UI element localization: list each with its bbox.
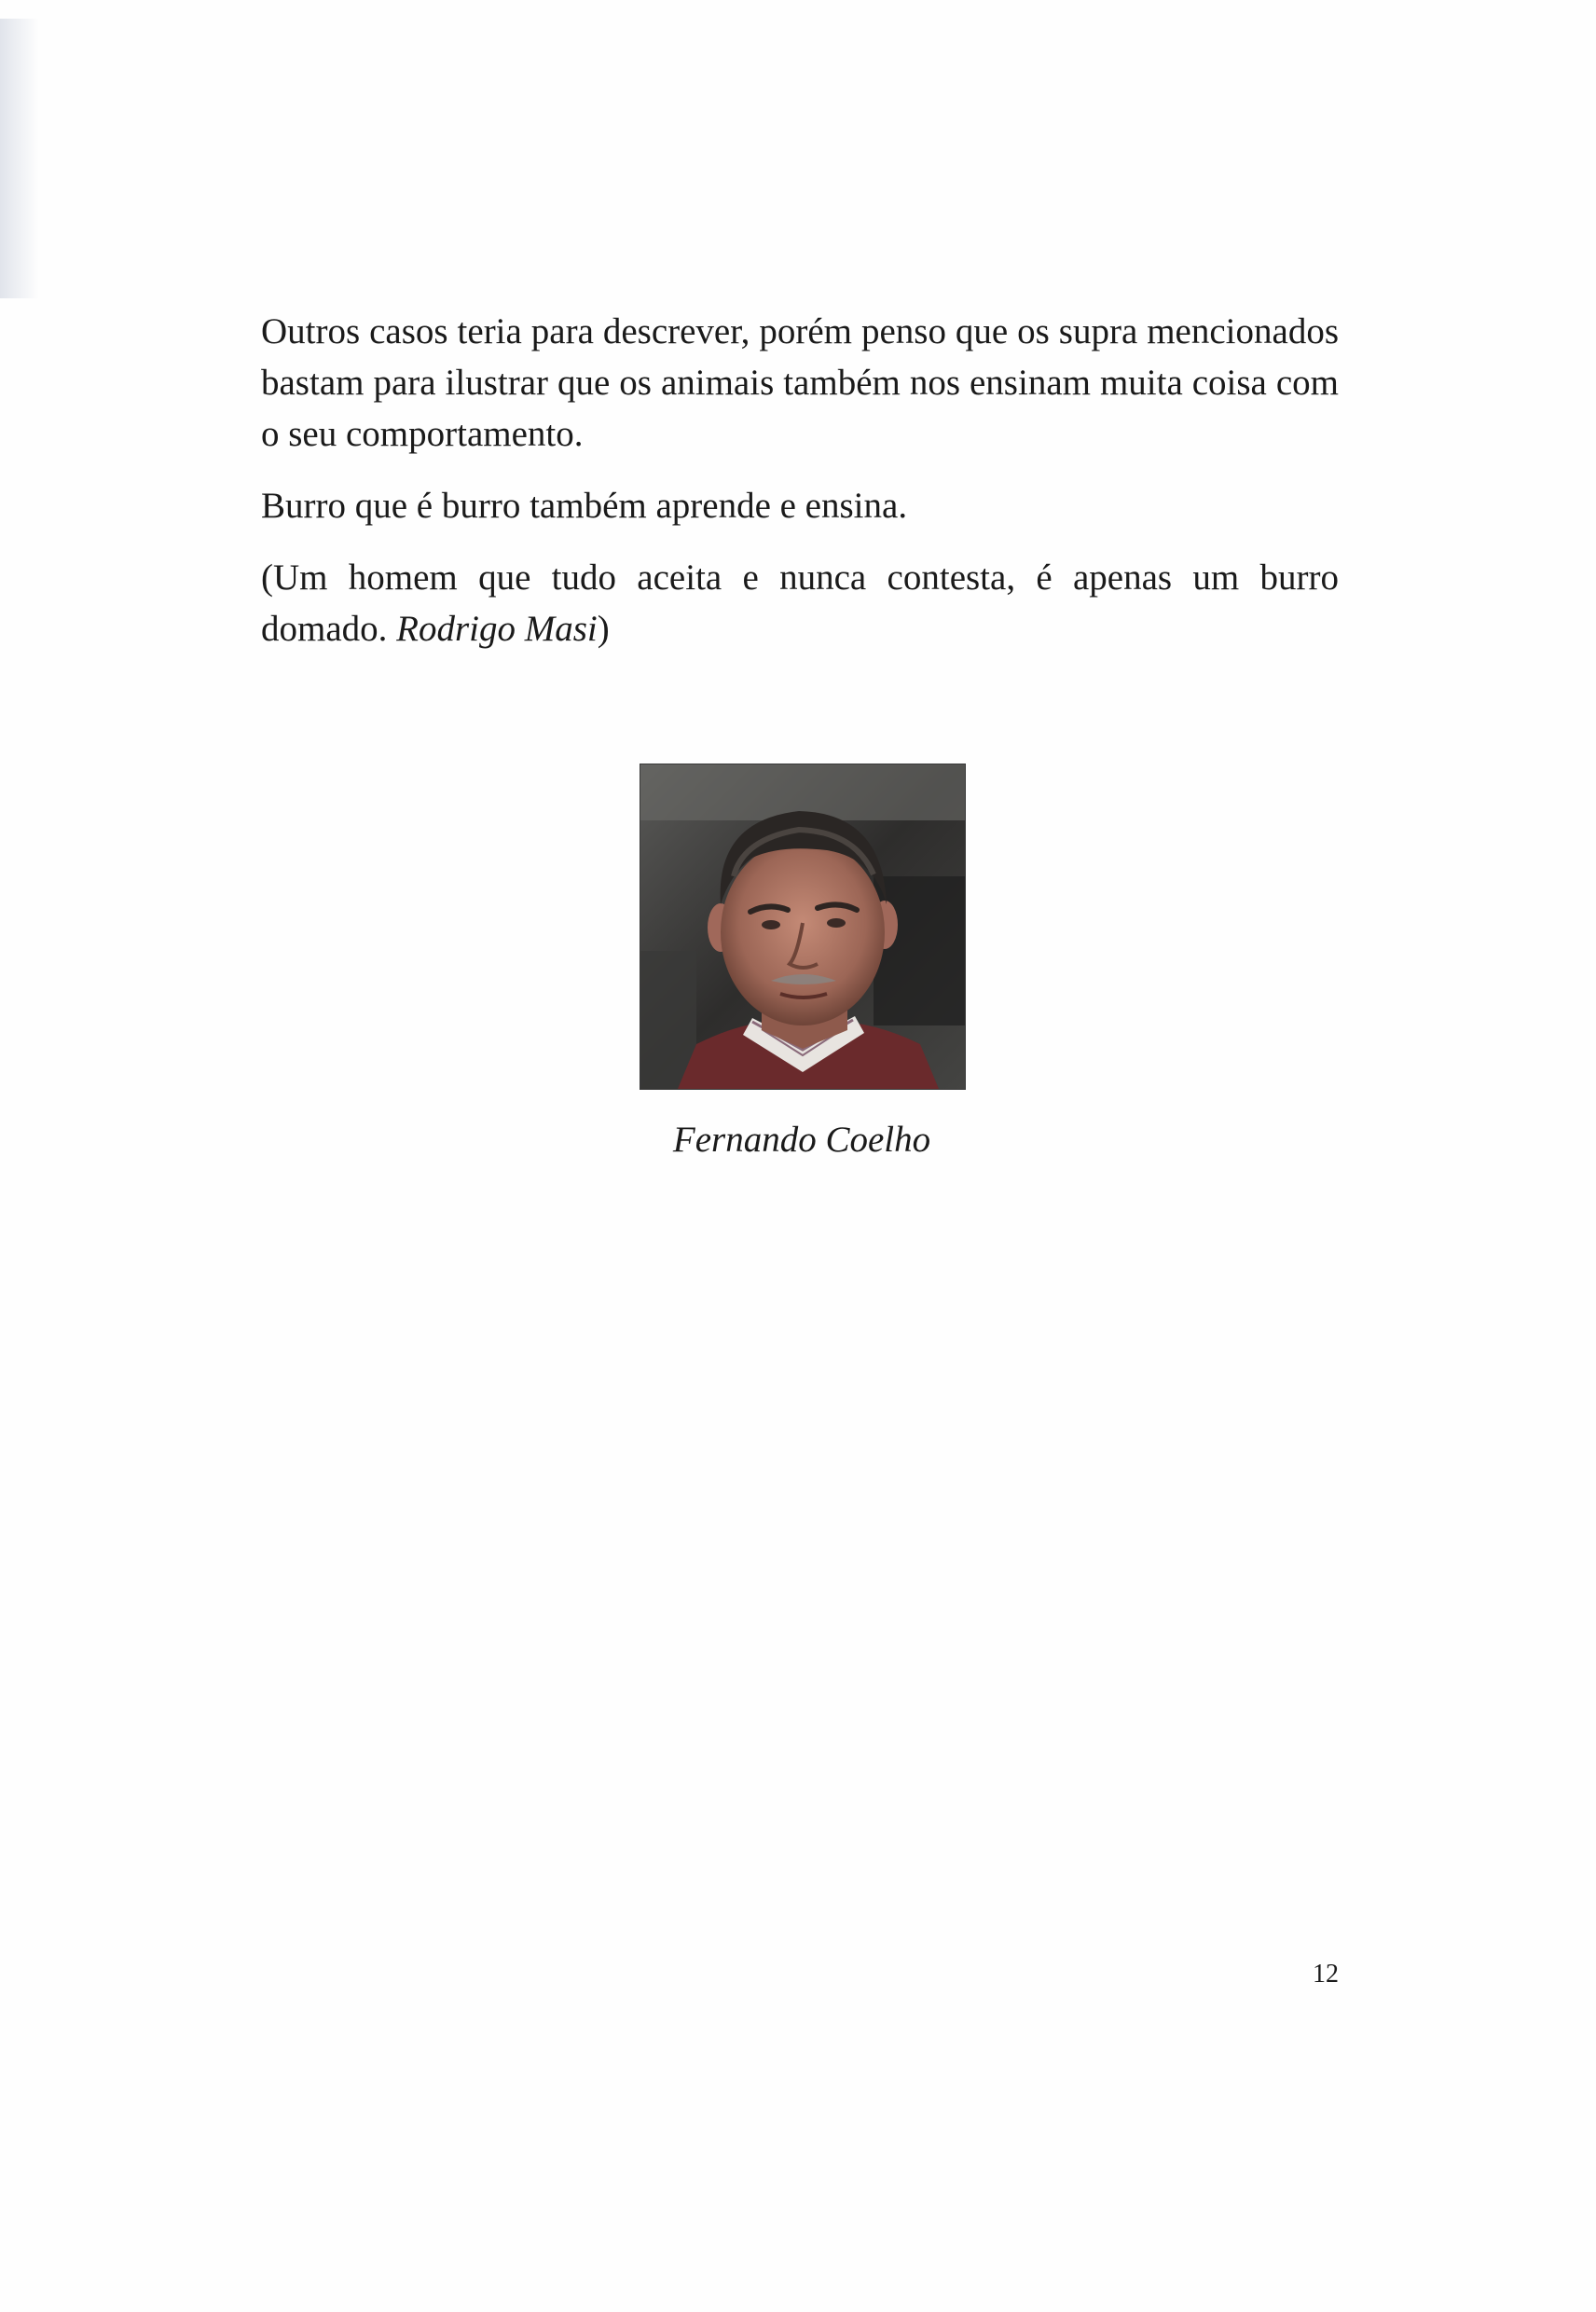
page-number: 12 — [1313, 1960, 1339, 1989]
quote-paragraph — [261, 552, 1339, 654]
quote-text: (Um homem que tudo aceita e nunca contesta, é apenas um burro domado. — [261, 557, 1339, 649]
author-photo — [640, 764, 966, 1090]
scan-edge-shadow — [0, 19, 39, 298]
paragraph-1: Outros casos teria para descrever, porém penso que os supra mencionados bastam para ilustrar que os animais também nos ensinam muita coisa com o seu comportamento. — [261, 311, 1339, 454]
portrait-photo-icon — [640, 764, 965, 1089]
paragraph-2: Burro que é burro também aprende e ensina. — [261, 486, 908, 526]
quote-attribution: Rodrigo Masi — [396, 609, 598, 649]
quote-closing: ) — [597, 609, 610, 649]
body-text — [261, 306, 1339, 675]
author-name: Fernando Coelho — [672, 1120, 931, 1160]
